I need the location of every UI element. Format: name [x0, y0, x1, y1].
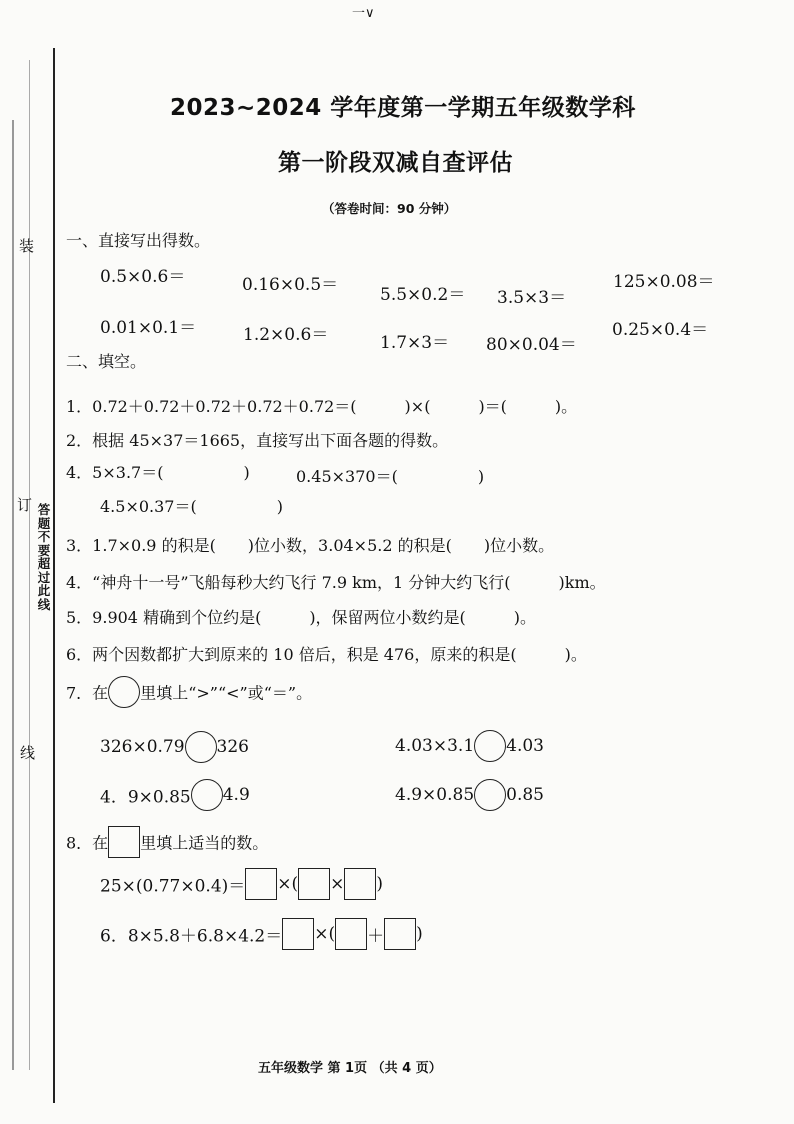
compare-circle[interactable]: [191, 779, 223, 811]
calc-item: 0.16×0.5＝: [242, 275, 339, 295]
margin-label-ding: 订: [17, 496, 33, 514]
fill-equation-1: 25×(0.77×0.4)＝ ×( × ): [100, 868, 383, 900]
title-line-1: 2023~2024 学年度第一学期五年级数学科: [170, 95, 636, 121]
answer-box[interactable]: [335, 918, 367, 950]
question-8: 8．在 里填上适当的数。: [66, 826, 268, 858]
question-6: 6．两个因数都扩大到原来的 10 倍后，积是 476，原来的积是( )。: [66, 645, 587, 664]
section2-heading: 二、填空。: [66, 352, 147, 371]
compare-item-2: 4.03×3.1 4.03: [395, 730, 544, 762]
margin-label-zhuang: 装: [19, 237, 35, 255]
calc-item: 5.5×0.2＝: [380, 285, 466, 305]
calc-item: 3.5×3＝: [497, 288, 567, 308]
title-line-2: 第一阶段双减自查评估: [278, 150, 513, 176]
compare-circle[interactable]: [474, 779, 506, 811]
margin-label-xian: 线: [20, 744, 36, 762]
question-3: 3．1.7×0.9 的积是( )位小数，3.04×5.2 的积是( )位小数。: [66, 536, 555, 555]
answer-box[interactable]: [245, 868, 277, 900]
compare-item-1: 326×0.79 326: [100, 731, 249, 763]
question-5: 5．9.904 精确到个位约是( )，保留两位小数约是( )。: [66, 608, 537, 627]
section1-heading: 一、直接写出得数。: [66, 231, 211, 250]
compare-circle[interactable]: [474, 730, 506, 762]
header-mark: 一∨: [352, 6, 375, 21]
calc-item: 125×0.08＝: [613, 272, 715, 292]
question-2b: 0.45×370＝( ): [296, 467, 485, 486]
calc-item: 80×0.04＝: [486, 335, 577, 355]
compare-item-4: 4.9×0.85 0.85: [395, 779, 544, 811]
question-4: 4．“神舟十一号”飞船每秒大约飞行 7.9 km，1 分钟大约飞行( )km。: [66, 573, 606, 592]
page-footer: 五年级数学 第 1页 （共 4 页）: [258, 1061, 442, 1076]
margin-warning: 答 题 不 要 超 过 此 线: [37, 502, 51, 612]
calc-item: 1.7×3＝: [380, 333, 450, 353]
margin-line-outer: [12, 120, 14, 1070]
calc-item: 0.5×0.6＝: [100, 267, 186, 287]
time-note: （答卷时间：90 分钟）: [322, 201, 457, 216]
fill-equation-2: 6．8×5.8＋6.8×4.2＝ ×( ＋ ): [100, 918, 423, 950]
question-2: 2．根据 45×37＝1665，直接写出下面各题的得数。: [66, 431, 449, 450]
margin-line-main: [53, 48, 55, 1103]
answer-box[interactable]: [298, 868, 330, 900]
question-2c: 4.5×0.37＝( ): [100, 497, 283, 516]
margin-line-inner: [29, 60, 30, 1070]
compare-circle-example: [108, 676, 140, 708]
compare-circle[interactable]: [185, 731, 217, 763]
question-1: 1．0.72＋0.72＋0.72＋0.72＋0.72＝( )×( )＝( )。: [66, 397, 578, 416]
compare-item-3: 4．9×0.85 4.9: [100, 779, 250, 811]
calc-item: 1.2×0.6＝: [243, 325, 329, 345]
answer-box[interactable]: [282, 918, 314, 950]
calc-item: 0.01×0.1＝: [100, 318, 197, 338]
question-7: 7．在 里填上“>”“<”或“＝”。: [66, 676, 312, 708]
calc-item: 0.25×0.4＝: [612, 320, 709, 340]
answer-box-example: [108, 826, 140, 858]
answer-box[interactable]: [344, 868, 376, 900]
answer-box[interactable]: [384, 918, 416, 950]
question-2a: 4．5×3.7＝( ): [66, 463, 250, 482]
